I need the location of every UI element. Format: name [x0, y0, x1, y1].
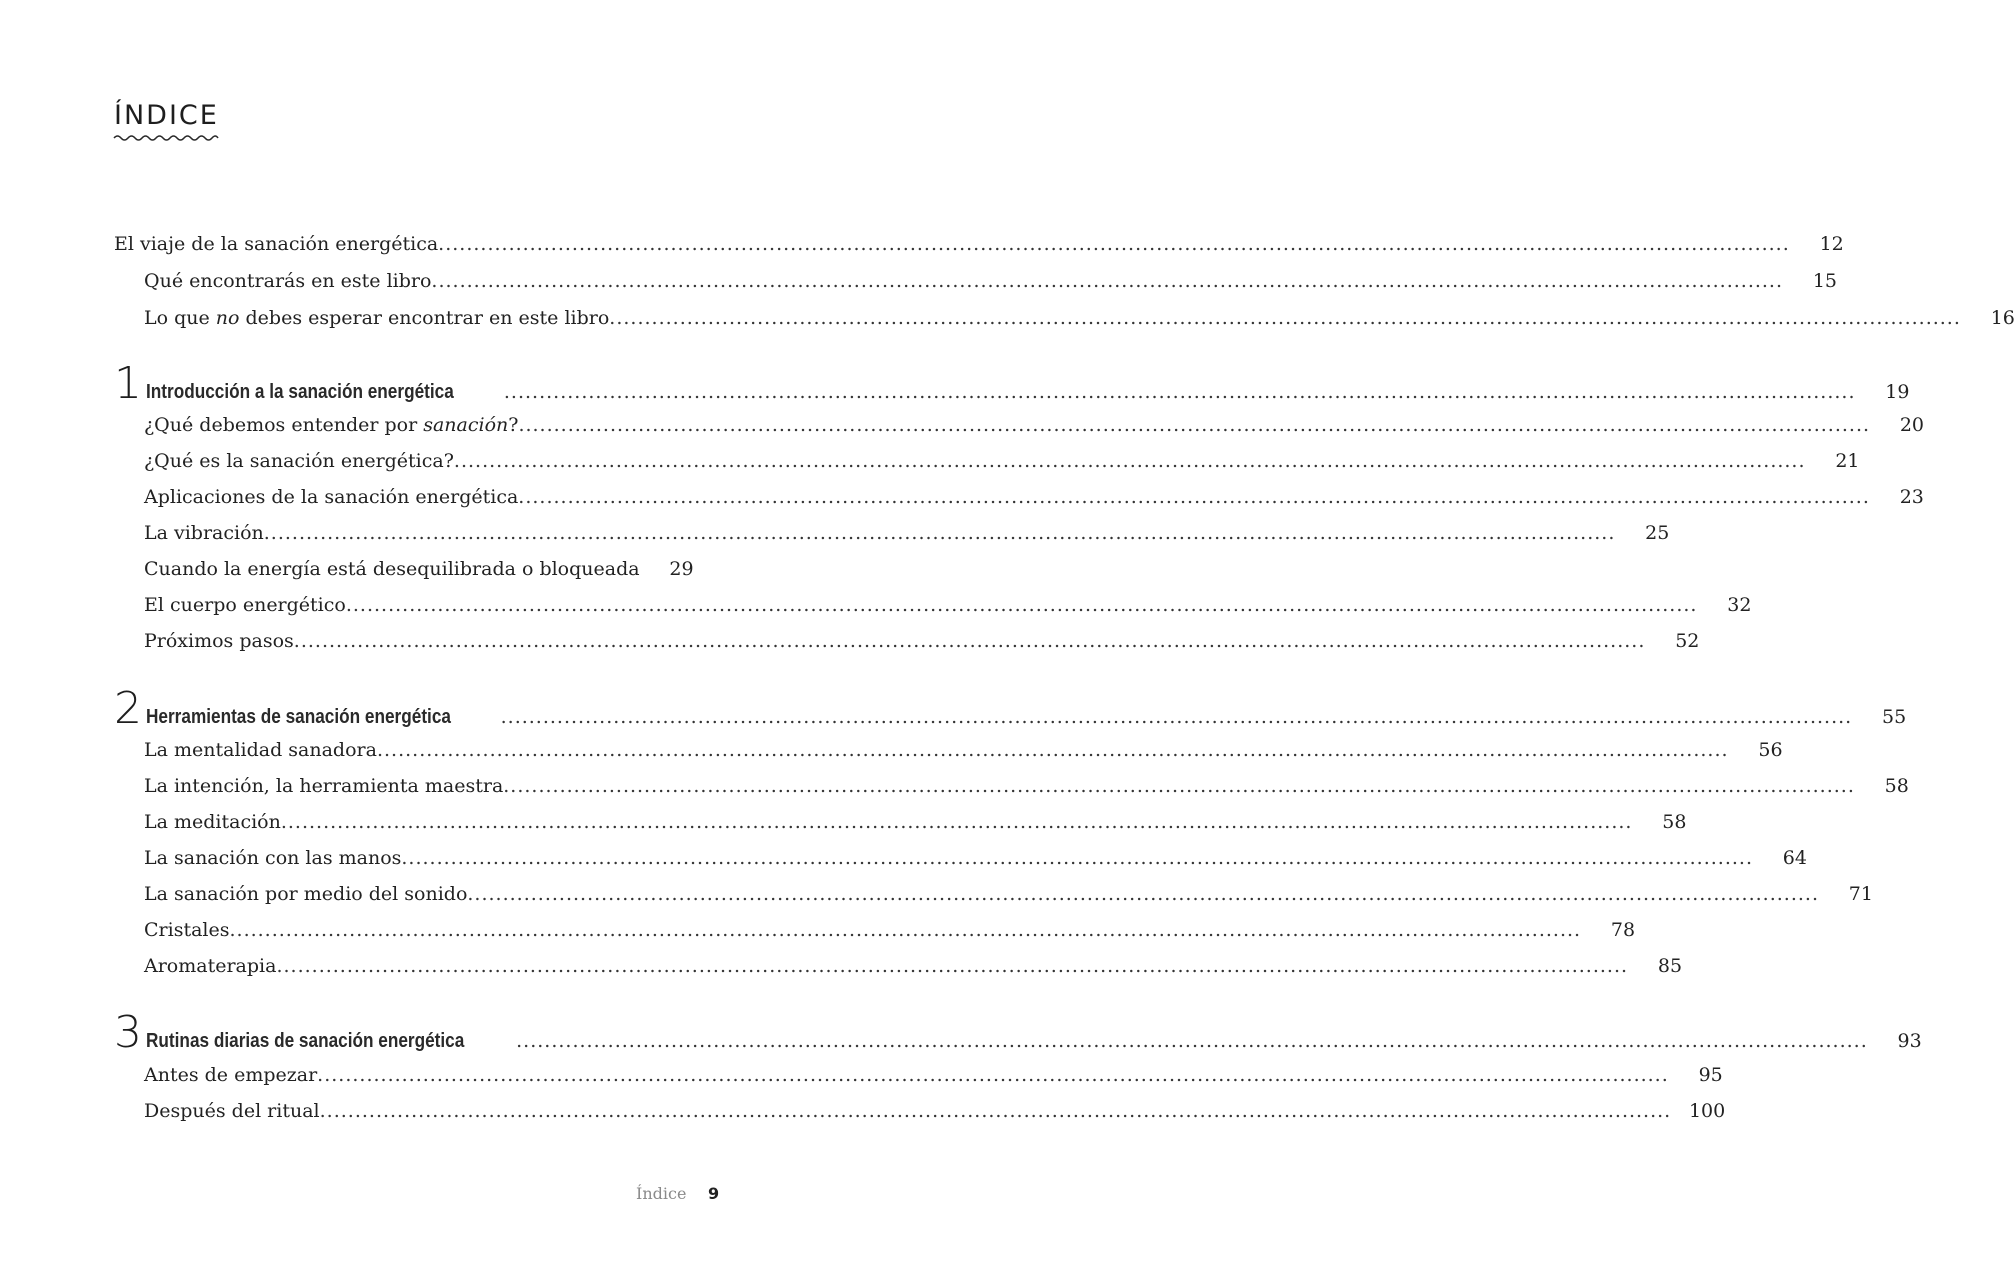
toc-page-number: 32 [1727, 594, 1752, 616]
toc-entry-label: La intención, la herramienta maestra [144, 775, 504, 797]
toc-chapter-3[interactable] [114, 1007, 1922, 1058]
dot-leader [281, 807, 1633, 837]
dot-leader [503, 771, 1855, 801]
toc-entry-label: La vibración [144, 522, 264, 544]
emphasis: sanación [423, 414, 509, 436]
toc-page-number: 25 [1645, 522, 1670, 544]
dot-leader [294, 626, 1646, 656]
dot-leader [317, 1060, 1669, 1090]
toc-subentry[interactable] [144, 303, 2015, 333]
chapter-number: 3 [114, 1007, 142, 1058]
toc-entry-label: Qué encontrarás en este libro [144, 270, 432, 292]
toc-entry-label: La mentalidad sanadora [144, 739, 377, 761]
toc-page-number: 16 [1990, 307, 2015, 329]
toc-page-number: 23 [1899, 486, 1924, 508]
toc-page-number: 64 [1782, 847, 1807, 869]
toc-entry-label: Cuando la energía está desequilibrada o bloqueada [144, 558, 640, 580]
toc-subentry[interactable] [144, 482, 1924, 512]
toc-subentry[interactable] [144, 735, 1783, 765]
toc-subentry[interactable] [144, 626, 1700, 656]
toc-subentry[interactable] [144, 446, 1860, 476]
toc-entry-label: Lo que no debes esperar encontrar en este libro [144, 307, 610, 329]
toc-subentry[interactable] [144, 951, 1683, 981]
dot-leader [438, 229, 1790, 259]
toc-entry-label: Cristales [144, 919, 230, 941]
dot-leader [276, 951, 1628, 981]
toc-page-number: 58 [1884, 775, 1909, 797]
toc-page-number: 20 [1899, 414, 1925, 436]
dot-leader [518, 482, 1870, 512]
toc-entry-label: Antes de empezar [144, 1064, 318, 1086]
toc-entry-intro[interactable] [114, 229, 1844, 259]
toc-entry-label: El cuerpo energético [144, 594, 346, 616]
toc-entry-label: Próximos pasos [144, 630, 294, 652]
chapter-number: 1 [114, 358, 142, 409]
dot-leader [501, 702, 1853, 732]
toc-subentry[interactable] [144, 1096, 1726, 1126]
toc-subentry[interactable] [144, 771, 1909, 801]
title-underline-ornament [113, 133, 219, 143]
toc-chapter-2[interactable] [114, 683, 1907, 734]
toc-page-number: 71 [1848, 883, 1873, 905]
toc-page-number: 52 [1675, 630, 1700, 652]
dot-leader [377, 735, 1729, 765]
toc-page-number: 93 [1897, 1030, 1922, 1052]
running-footer-section: Índice [636, 1184, 687, 1203]
chapter-number: 2 [114, 683, 142, 734]
toc-subentry[interactable] [144, 554, 694, 584]
toc-subentry[interactable] [144, 807, 1687, 837]
toc-chapter-1[interactable] [114, 358, 1910, 409]
chapter-title: Introducción a la sanación energética [146, 381, 454, 403]
toc-entry-label: El viaje de la sanación energética [114, 233, 439, 255]
toc-page-number: 29 [669, 558, 694, 580]
toc-entry-label: La sanación con las manos [144, 847, 402, 869]
toc-page-number: 21 [1835, 450, 1860, 472]
toc-page-number: 95 [1698, 1064, 1723, 1086]
toc-entry-label: Aplicaciones de la sanación energética [144, 486, 519, 508]
dot-leader [504, 377, 1856, 407]
toc-subentry[interactable] [144, 518, 1670, 548]
toc-entry-label: ¿Qué es la sanación energética? [144, 450, 454, 472]
dot-leader [454, 446, 1806, 476]
toc-subentry[interactable] [144, 843, 1807, 873]
dot-leader [229, 915, 1581, 945]
toc-subentry[interactable] [144, 1060, 1723, 1090]
toc-page-number: 78 [1610, 919, 1636, 941]
toc-entry-label: Después del ritual [144, 1100, 320, 1122]
dot-leader [346, 590, 1698, 620]
dot-leader [467, 879, 1819, 909]
folio-page-number: 9 [708, 1184, 720, 1203]
chapter-title: Rutinas diarias de sanación energética [146, 1030, 465, 1052]
toc-subentry[interactable] [144, 590, 1752, 620]
toc-page-number: 12 [1819, 233, 1844, 255]
dot-leader [264, 518, 1616, 548]
dot-leader [431, 266, 1783, 296]
toc-page-number: 15 [1812, 270, 1838, 292]
toc-entry-label: La meditación [144, 811, 281, 833]
toc-page-number: 85 [1657, 955, 1683, 977]
emphasis: no [215, 307, 240, 329]
toc-page-number: 100 [1688, 1100, 1726, 1122]
toc-entry-label: Aromaterapia [144, 955, 277, 977]
toc-subentry[interactable] [144, 915, 1636, 945]
dot-leader [401, 843, 1753, 873]
page-title: ÍNDICE [114, 100, 219, 131]
toc-entry-label: La sanación por medio del sonido [144, 883, 468, 905]
chapter-title: Herramientas de sanación energética [146, 706, 451, 728]
dot-leader [609, 303, 1961, 333]
dot-leader [320, 1096, 1672, 1126]
toc-entry-label: ¿Qué debemos entender por sanación? [144, 414, 519, 436]
toc-page-number: 56 [1758, 739, 1783, 761]
toc-page-number: 19 [1885, 381, 1910, 403]
toc-subentry[interactable] [144, 410, 1925, 440]
toc-subentry[interactable] [144, 266, 1838, 296]
toc-subentry[interactable] [144, 879, 1873, 909]
toc-page-number: 55 [1882, 706, 1907, 728]
dot-leader [518, 410, 1870, 440]
dot-leader [516, 1026, 1868, 1056]
toc-page-number: 58 [1662, 811, 1687, 833]
